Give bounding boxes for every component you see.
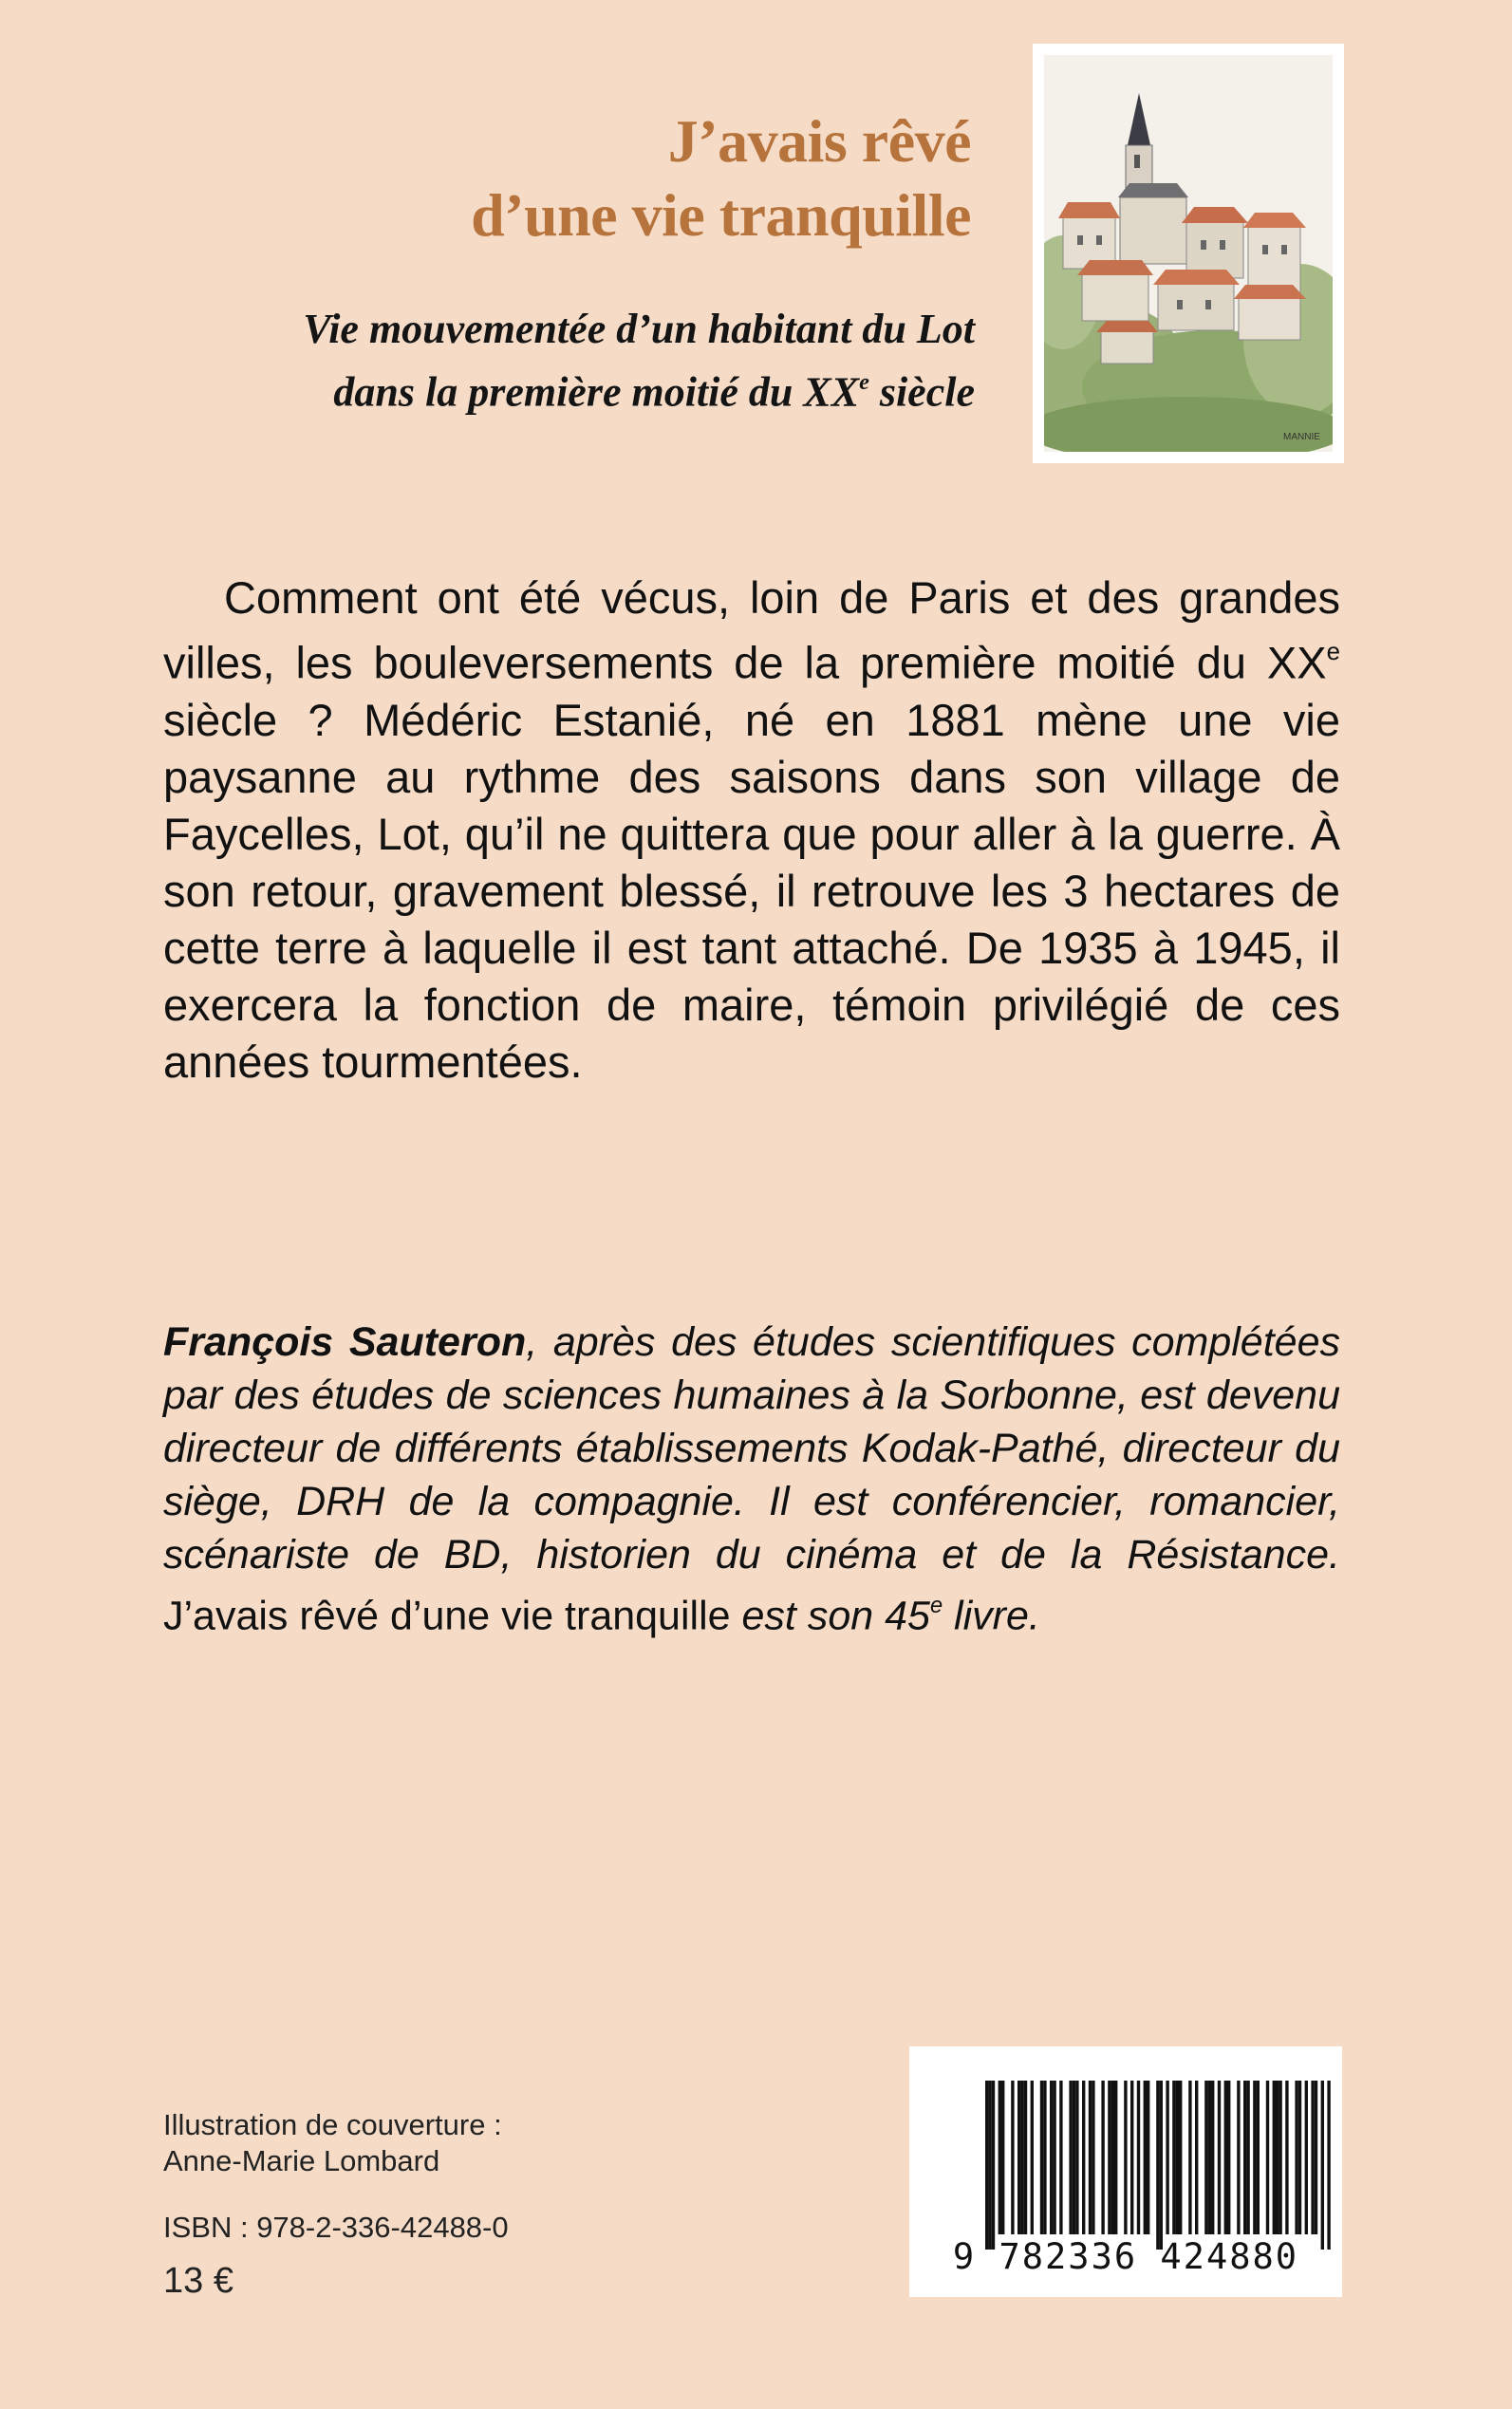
barcode-bar [1092,2081,1094,2234]
barcode-bar [1321,2081,1324,2250]
barcode-bar [1166,2081,1168,2234]
barcode-bar [988,2081,991,2250]
bio-book-title: J’avais rêvé d’une vie tranquille [163,1593,731,1639]
barcode-bar [1114,2081,1117,2234]
barcode-bar [1043,2081,1046,2234]
barcode-bar [1001,2081,1004,2234]
barcode-bar [1298,2081,1301,2234]
barcode-bar [1124,2081,1127,2234]
barcode-bar [1059,2081,1062,2234]
barcode-bar [1075,2081,1078,2234]
barcode-bar [1311,2081,1314,2234]
barcode-bar [1179,2081,1182,2234]
barcode-bar [1073,2081,1075,2234]
barcode-bar [999,2081,1001,2234]
barcode-bar [1211,2081,1214,2234]
barcode-bar [1144,2081,1147,2234]
book-title [471,104,971,252]
cover-illustration [1033,44,1344,463]
barcode-bar [1246,2081,1249,2234]
summary-text [163,570,1340,1091]
illustration-signature: MANNIE [1283,432,1320,442]
barcode-bar [1237,2081,1240,2234]
barcode-bar [1089,2081,1092,2234]
barcode-bar [992,2081,995,2250]
barcode-bar [1257,2081,1260,2234]
title-line-2: d’une vie tranquille [471,181,971,249]
barcode-bar [1031,2081,1034,2234]
barcode-bar [1195,2081,1198,2234]
barcode-bar [1160,2081,1163,2250]
barcode-bar [1279,2081,1281,2234]
barcode-bar [1315,2081,1317,2234]
barcode-bar [1108,2081,1111,2234]
barcode-bar [1024,2081,1027,2234]
barcode-bar [1227,2081,1230,2234]
barcode-bar [1082,2081,1085,2234]
title-line-1: J’avais rêvé [667,107,971,175]
isbn: ISBN : 978-2-336-42488-0 [163,2211,509,2244]
barcode-bar [1295,2081,1297,2234]
barcode-bar [1204,2081,1207,2234]
barcode-bar [1273,2081,1276,2234]
barcode-bar [1305,2081,1308,2234]
credit-artist: Anne-Marie Lombard [163,2144,440,2177]
barcode-bar [1188,2081,1191,2234]
barcode-bar [1172,2081,1175,2234]
barcode-bar [1218,2081,1221,2234]
barcode-bar [1176,2081,1179,2234]
barcode-bar [1053,2081,1055,2234]
barcode-bar [1130,2081,1133,2234]
author-bio: François Sauteron, après des études scientifiques complétées par des études de sciences humaines à la Sorbonne, est devenu directeur de différents établissements Kodak-Pathé, directeur du siège, DRH de la compagnie. Il est conférencier, romancier, scénariste de BD, historien du cinéma et de la Résistance. J’avais rêvé d’une vie tranquille est son 45e livre. [163,1319,1341,1639]
barcode-bar [1040,2081,1043,2234]
barcode-bar [1253,2081,1256,2234]
barcode-bar [1101,2081,1104,2234]
barcode-bar [1208,2081,1211,2234]
barcode-bar [985,2081,988,2250]
barcode-bar [1111,2081,1114,2234]
book-subtitle [303,302,975,420]
summary-paragraph: Comment ont été vécus, loin de Paris et des grandes villes, les bouleversements de la première moitié du XXe siècle ? Médéric Estanié, né en 1881 mène une vie paysanne au rythme des saisons dans son village de Faycelles, Lot, qu’il ne quittera que pour aller à la guerre. À son retour, gravement blessé, il retrouve les 3 hectares de cette terre à laquelle il est tant attaché. De 1935 à 1945, il exercera la fonction de maire, témoin privilégié de ces années tourmentées. [163,572,1340,1087]
price: 13 € [163,2261,233,2301]
barcode-bar [1137,2081,1140,2234]
barcode-bar [1017,2081,1020,2234]
barcode-bar [1276,2081,1279,2234]
barcode-bar [1224,2081,1227,2234]
barcode-bar [1156,2081,1159,2250]
credit-label: Illustration de couverture : [163,2108,502,2141]
barcode-bar [1050,2081,1053,2234]
illustration-credit [163,2107,502,2179]
barcode-bar [1243,2081,1246,2234]
barcode-bar [1147,2081,1149,2234]
barcode-bar [1266,2081,1269,2234]
barcode [909,2046,1342,2297]
barcode-digits: 9 782336 424880 [952,2236,1299,2277]
barcode-bar [1327,2081,1330,2250]
village-watercolor-image [1044,55,1333,452]
barcode-bar [1285,2081,1288,2234]
subtitle-line-2: dans la première moitié du XXe siècle [333,368,975,416]
barcode-bar [1069,2081,1072,2234]
author-name: François Sauteron [163,1319,527,1365]
subtitle-line-1: Vie mouvementée d’un habitant du Lot [303,306,975,352]
barcode-bar [1020,2081,1023,2234]
barcode-bar [1011,2081,1014,2234]
